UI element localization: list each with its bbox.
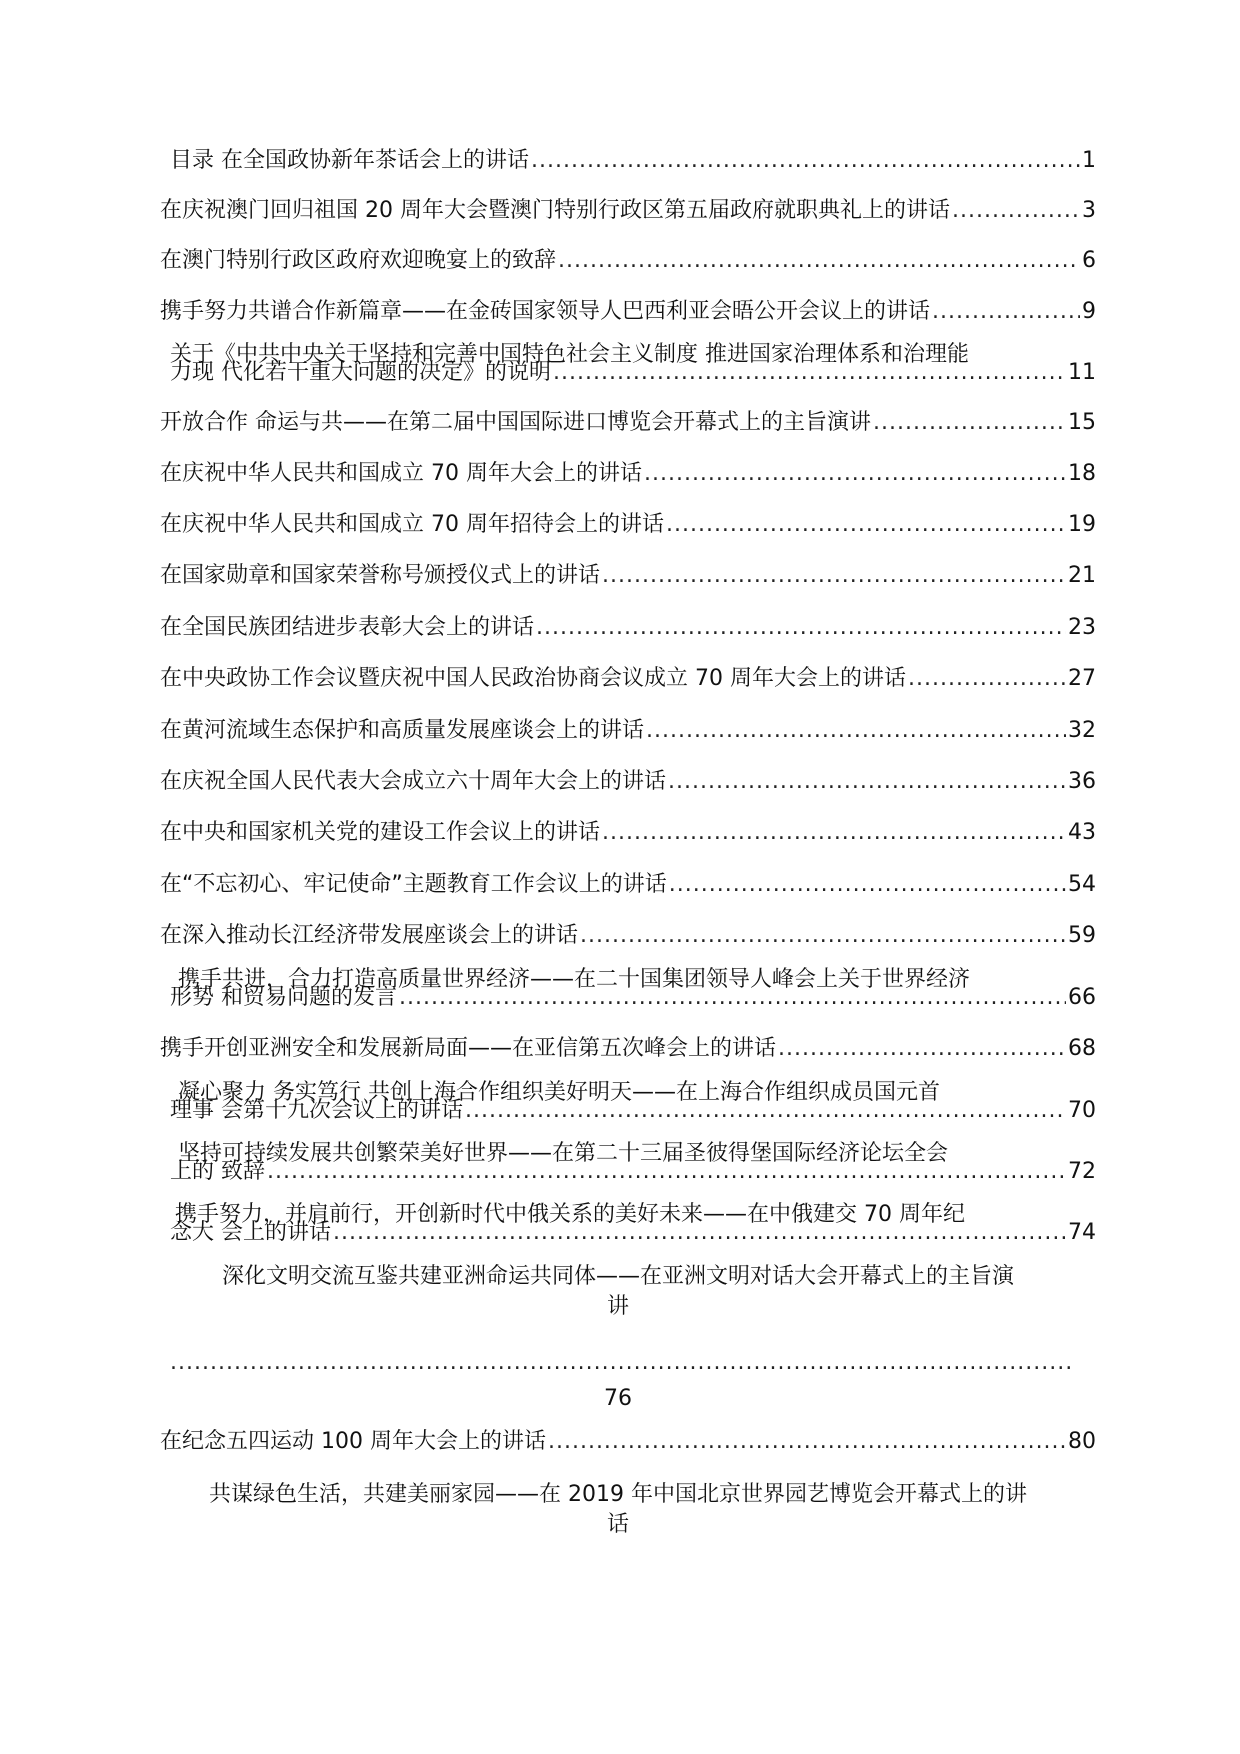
toc-heading: 目录 在全国政协新年茶话会上的讲话 <box>170 148 530 173</box>
toc-entry-title: 在全国民族团结进步表彰大会上的讲话 <box>160 615 535 640</box>
toc-entry[interactable] <box>160 1427 1096 1457</box>
toc-entry-page: 15 <box>1068 410 1096 435</box>
leader-dots <box>548 1427 1066 1457</box>
leader-dots <box>580 921 1066 951</box>
toc-entry-title: 在国家勋章和国家荣誉称号颁授仪式上的讲话 <box>160 563 601 588</box>
leader-dots <box>602 818 1066 848</box>
leader-dots <box>553 358 1066 388</box>
leader-dots <box>644 459 1066 489</box>
toc-entry[interactable] <box>160 767 1096 797</box>
toc-entry-title: 在中央政协工作会议暨庆祝中国人民政治协商会议成立 70 周年大会上的讲话 <box>160 666 906 691</box>
toc-entry-page: 6 <box>1082 248 1096 273</box>
toc-entry-continuation[interactable] <box>170 1157 1096 1187</box>
toc-entry[interactable] <box>170 146 1096 176</box>
toc-entry-page: 80 <box>1068 1429 1096 1454</box>
toc-entry-page: 1 <box>1082 148 1096 173</box>
toc-entry[interactable] <box>160 408 1096 438</box>
toc-entry-title-line1: 关于《中共中央关于坚持和完善中国特色社会主义制度 推进国家治理体系和治理能 <box>170 342 969 367</box>
leader-dots <box>873 408 1066 438</box>
toc-entry[interactable] <box>160 870 1096 900</box>
toc-entry-title-line2: 话 <box>606 1512 629 1537</box>
toc-entry[interactable] <box>160 818 1096 848</box>
toc-entry[interactable] <box>160 246 1096 276</box>
leader-dots <box>399 983 1066 1013</box>
toc-entry-title-line1: 携手努力，并肩前行，开创新时代中俄关系的美好未来——在中俄建交 70 周年纪 <box>175 1202 965 1227</box>
toc-entry-title: 携手开创亚洲安全和发展新局面——在亚信第五次峰会上的讲话 <box>160 1036 777 1061</box>
toc-entry-leader <box>168 1348 1074 1378</box>
toc-entry-page: 11 <box>1068 360 1096 385</box>
toc-entry-title: 在纪念五四运动 100 周年大会上的讲话 <box>160 1429 546 1454</box>
toc-entry-title-line2: 形势 和贸易问题的发言 <box>170 985 397 1010</box>
leader-dots <box>669 870 1066 900</box>
toc-entry-page: 36 <box>1068 769 1096 794</box>
toc-entry-page: 59 <box>1068 923 1096 948</box>
leader-dots <box>333 1218 1066 1248</box>
toc-entry[interactable] <box>160 561 1096 591</box>
toc-entry-page: 76 <box>604 1386 632 1411</box>
toc-entry-page-line <box>150 1384 1086 1414</box>
leader-dots <box>932 297 1080 327</box>
toc-entry[interactable] <box>160 921 1096 951</box>
toc-entry[interactable] <box>160 1034 1096 1064</box>
toc-entry-title-line2: 上的 致辞 <box>170 1159 265 1184</box>
toc-entry-page: 9 <box>1082 299 1096 324</box>
leader-dots <box>666 510 1066 540</box>
toc-entry-page: 27 <box>1068 666 1096 691</box>
toc-entry-page: 70 <box>1068 1098 1096 1123</box>
leader-dots <box>602 561 1066 591</box>
leader-dots <box>558 246 1080 276</box>
toc-entry-page: 19 <box>1068 512 1096 537</box>
toc-entry[interactable] <box>150 1480 1086 1540</box>
toc-entry-title: 在“不忘初心、牢记使命”主题教育工作会议上的讲话 <box>160 872 667 897</box>
toc-entry[interactable] <box>160 664 1096 694</box>
toc-entry[interactable] <box>150 1262 1086 1322</box>
toc-entry-title: 在黄河流域生态保护和高质量发展座谈会上的讲话 <box>160 718 645 743</box>
leader-dots <box>778 1034 1066 1064</box>
toc-entry-title-line2: 念大 会上的讲话 <box>170 1220 331 1245</box>
toc-entry-title: 在庆祝全国人民代表大会成立六十周年大会上的讲话 <box>160 769 667 794</box>
toc-entry-title-line2: 力现 代化若干重大问题的决定》的说明 <box>170 360 551 385</box>
leader-dots <box>646 716 1066 746</box>
toc-entry-page: 18 <box>1068 461 1096 486</box>
toc-entry-continuation[interactable] <box>170 1096 1096 1126</box>
leader-dots <box>465 1096 1066 1126</box>
toc-entry[interactable] <box>160 196 1096 226</box>
toc-entry-page: 23 <box>1068 615 1096 640</box>
leader-dots <box>952 196 1080 226</box>
leader-dots <box>908 664 1066 694</box>
toc-entry-title: 在澳门特别行政区政府欢迎晚宴上的致辞 <box>160 248 557 273</box>
toc-entry-page: 3 <box>1082 198 1096 223</box>
toc-entry-title-line1: 深化文明交流互鉴共建亚洲命运共同体——在亚洲文明对话大会开幕式上的主旨演 <box>221 1264 1014 1289</box>
toc-entry[interactable] <box>160 297 1096 327</box>
toc-entry-title-line1: 携手共进，合力打造高质量世界经济——在二十国集团领导人峰会上关于世界经济 <box>178 967 971 992</box>
leader-dots <box>536 613 1066 643</box>
toc-entry-page: 21 <box>1068 563 1096 588</box>
leader-dots <box>170 1348 1072 1378</box>
toc-entry-title: 携手努力共谱合作新篇章——在金砖国家领导人巴西利亚会晤公开会议上的讲话 <box>160 299 931 324</box>
toc-entry-continuation[interactable] <box>170 983 1096 1013</box>
leader-dots <box>531 146 1080 176</box>
toc-entry-title: 在全国政协新年茶话会上的讲话 <box>221 148 530 173</box>
toc-entry[interactable] <box>160 613 1096 643</box>
leader-dots <box>668 767 1066 797</box>
toc-entry-title-line2: 讲 <box>606 1294 629 1319</box>
toc-entry-page: 54 <box>1068 872 1096 897</box>
toc-entry-page: 72 <box>1068 1159 1096 1184</box>
toc-entry-title: 开放合作 命运与共——在第二届中国国际进口博览会开幕式上的主旨演讲 <box>160 410 871 435</box>
toc-entry-title-line1: 坚持可持续发展共创繁荣美好世界——在第二十三届圣彼得堡国际经济论坛全会 <box>178 1141 949 1166</box>
toc-entry-continuation[interactable] <box>170 1218 1096 1248</box>
toc-entry-title: 在深入推动长江经济带发展座谈会上的讲话 <box>160 923 579 948</box>
toc-entry-title-line1: 凝心聚力 务实笃行 共创上海合作组织美好明天——在上海合作组织成员国元首 <box>178 1080 940 1105</box>
toc-entry-continuation[interactable] <box>170 358 1096 388</box>
toc-entry-page: 43 <box>1068 820 1096 845</box>
toc-entry[interactable] <box>160 459 1096 489</box>
toc-entry-title-line2: 理事 会第十九次会议上的讲话 <box>170 1098 463 1123</box>
toc-entry[interactable] <box>160 716 1096 746</box>
toc-entry[interactable] <box>160 510 1096 540</box>
toc-entry-title: 在庆祝中华人民共和国成立 70 周年招待会上的讲话 <box>160 512 664 537</box>
toc-entry-page: 32 <box>1068 718 1096 743</box>
toc-entry-title: 在庆祝中华人民共和国成立 70 周年大会上的讲话 <box>160 461 642 486</box>
toc-entry-page: 74 <box>1068 1220 1096 1245</box>
leader-dots <box>267 1157 1066 1187</box>
toc-entry-title: 在庆祝澳门回归祖国 20 周年大会暨澳门特别行政区第五届政府就职典礼上的讲话 <box>160 198 950 223</box>
toc-entry-page: 68 <box>1068 1036 1096 1061</box>
toc-entry-page: 66 <box>1068 985 1096 1010</box>
toc-entry-title: 在中央和国家机关党的建设工作会议上的讲话 <box>160 820 601 845</box>
toc-entry-title-line1: 共谋绿色生活，共建美丽家园——在 2019 年中国北京世界园艺博览会开幕式上的讲 <box>209 1482 1027 1507</box>
